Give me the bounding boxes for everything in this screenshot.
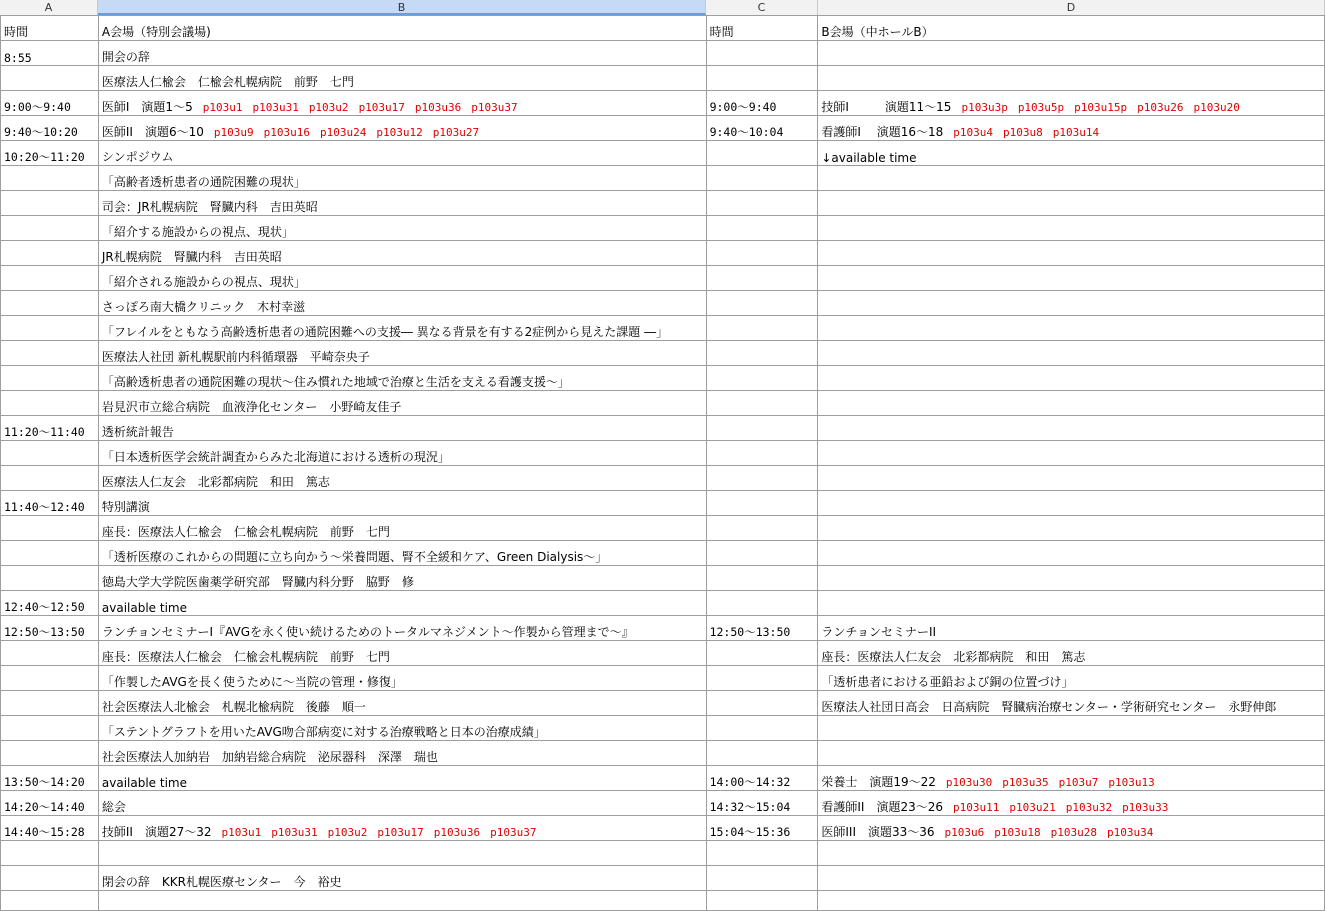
cell-b[interactable] — [98, 616, 706, 641]
cell-text: 医師I 演題1〜5 — [101, 100, 193, 114]
schedule-row — [1, 716, 1325, 741]
cell-d[interactable] — [818, 741, 1325, 766]
cell-d[interactable] — [818, 591, 1325, 616]
cell-d[interactable] — [818, 216, 1325, 241]
poster-link[interactable]: p103u17 — [358, 101, 405, 114]
schedule-row — [1, 691, 1325, 716]
schedule-row — [1, 591, 1325, 616]
poster-link[interactable]: p103u7 — [1058, 776, 1099, 789]
schedule-row — [1, 191, 1325, 216]
cell-a[interactable] — [1, 391, 99, 416]
cell-text: 11:20〜11:40 — [4, 425, 85, 439]
cell-c[interactable] — [706, 191, 818, 216]
cell-a[interactable] — [1, 466, 99, 491]
cell-text: 医療法人社団日高会 日高病院 腎臓病治療センター・学術研究センター 永野伸郎 — [821, 700, 1277, 714]
cell-text: 「透析患者における亜鉛および銅の位置づけ」 — [821, 675, 1074, 689]
cell-a[interactable] — [1, 691, 99, 716]
cell-c[interactable] — [706, 641, 818, 666]
cell-a[interactable] — [1, 91, 99, 116]
schedule-row — [1, 641, 1325, 666]
schedule-row — [1, 91, 1325, 116]
cell-b[interactable] — [98, 291, 706, 316]
schedule-row — [1, 491, 1325, 516]
cell-d[interactable] — [818, 716, 1325, 741]
cell-a[interactable] — [1, 341, 99, 366]
cell-b[interactable] — [98, 666, 706, 691]
schedule-row — [1, 791, 1325, 816]
cell-d[interactable] — [818, 266, 1325, 291]
cell-b[interactable] — [98, 516, 706, 541]
cell-b[interactable] — [98, 241, 706, 266]
cell-d[interactable] — [818, 191, 1325, 216]
cell-c[interactable] — [706, 841, 818, 866]
schedule-row — [1, 141, 1325, 166]
cell-text: 9:40〜10:04 — [709, 125, 784, 139]
schedule-row — [1, 466, 1325, 491]
cell-b[interactable] — [98, 716, 706, 741]
cell-text: 9:00〜9:40 — [4, 100, 71, 114]
cell-a[interactable] — [1, 641, 99, 666]
schedule-row — [1, 216, 1325, 241]
cell-b[interactable] — [98, 41, 706, 66]
cell-text: 医師II 演題6〜10 — [101, 125, 204, 139]
schedule-row — [1, 816, 1325, 841]
cell-b[interactable] — [98, 641, 706, 666]
cell-d[interactable] — [818, 816, 1325, 841]
cell-text: available time — [101, 601, 187, 615]
cell-a[interactable] — [1, 816, 99, 841]
poster-link[interactable]: p103u26 — [1137, 101, 1184, 114]
schedule-row — [1, 166, 1325, 191]
schedule-row — [1, 416, 1325, 441]
cell-text: 14:40〜15:28 — [4, 825, 85, 839]
cell-text: ランチョンセミナーI『AVGを永く使い続けるためのトータルマネジメント〜作製から管理まで〜』 — [101, 625, 634, 639]
cell-text: 11:40〜12:40 — [4, 500, 85, 514]
cell-a[interactable] — [1, 366, 99, 391]
poster-link[interactable]: p103u32 — [1065, 801, 1113, 814]
cell-d[interactable] — [818, 91, 1325, 116]
column-header-a[interactable]: A — [0, 0, 98, 15]
cell-text: 社会医療法人北楡会 札幌北楡病院 後藤 順一 — [101, 700, 366, 714]
cell-a[interactable] — [1, 316, 99, 341]
cell-b[interactable] — [98, 66, 706, 91]
schedule-row — [1, 266, 1325, 291]
cell-a[interactable] — [1, 541, 99, 566]
schedule-row — [1, 41, 1325, 66]
cell-b[interactable] — [98, 141, 706, 166]
cell-a[interactable] — [1, 266, 99, 291]
cell-text: 9:00〜9:40 — [709, 100, 777, 114]
cell-text: 「紹介される施設からの視点、現状」 — [101, 275, 306, 289]
cell-c[interactable] — [706, 516, 818, 541]
schedule-row — [1, 341, 1325, 366]
cell-b[interactable] — [98, 91, 706, 116]
cell-b[interactable] — [98, 491, 706, 516]
cell-a[interactable] — [1, 666, 99, 691]
cell-a[interactable] — [1, 41, 99, 66]
schedule-row — [1, 666, 1325, 691]
schedule-row — [1, 766, 1325, 791]
cell-text: 技師II 演題27〜32 — [101, 825, 212, 839]
column-header-b[interactable]: B — [98, 0, 706, 15]
cell-text: 医師III 演題33〜36 — [821, 825, 935, 839]
cell-c[interactable] — [706, 241, 818, 266]
cell-text: 12:40〜12:50 — [4, 600, 85, 614]
cell-b[interactable] — [98, 441, 706, 466]
schedule-row — [1, 366, 1325, 391]
cell-text: 徳島大学大学院医歯薬学研究部 腎臓内科分野 脇野 修 — [101, 575, 414, 589]
cell-text: 医療法人社団 新札幌駅前内科循環器 平崎奈央子 — [101, 350, 370, 364]
cell-a[interactable] — [1, 291, 99, 316]
cell-a[interactable] — [1, 141, 99, 166]
poster-link[interactable]: p103u17 — [377, 826, 424, 839]
cell-a[interactable] — [1, 66, 99, 91]
cell-a[interactable] — [1, 841, 99, 866]
cell-d[interactable] — [818, 416, 1325, 441]
cell-d[interactable] — [818, 41, 1325, 66]
cell-a[interactable] — [1, 766, 99, 791]
poster-link[interactable]: p103u14 — [1052, 126, 1100, 139]
cell-d[interactable] — [818, 316, 1325, 341]
poster-link[interactable]: p103u37 — [471, 101, 518, 114]
cell-text: ↓available time — [821, 151, 917, 165]
schedule-row — [1, 316, 1325, 341]
cell-c[interactable] — [706, 441, 818, 466]
cell-text: 8:55 — [4, 51, 32, 65]
cell-c[interactable] — [706, 866, 818, 891]
cell-c[interactable] — [706, 291, 818, 316]
cell-b[interactable] — [98, 466, 706, 491]
poster-link[interactable]: p103u37 — [490, 826, 537, 839]
poster-link[interactable]: p103u28 — [1050, 826, 1097, 839]
cell-c[interactable] — [706, 466, 818, 491]
cell-b[interactable] — [98, 866, 706, 891]
cell-c[interactable] — [706, 116, 818, 141]
cell-a[interactable] — [1, 416, 99, 441]
cell-text: 総会 — [101, 800, 126, 814]
cell-a[interactable] — [1, 516, 99, 541]
cell-d[interactable] — [818, 441, 1325, 466]
cell-text: JR札幌病院 腎臓内科 吉田英昭 — [101, 250, 282, 264]
cell-b[interactable] — [98, 416, 706, 441]
cell-c[interactable] — [706, 366, 818, 391]
poster-link[interactable]: p103u24 — [319, 126, 367, 139]
poster-link[interactable]: p103u1 — [221, 826, 262, 839]
cell-d[interactable] — [818, 66, 1325, 91]
cell-c[interactable] — [706, 591, 818, 616]
poster-link[interactable]: p103u11 — [952, 801, 1000, 814]
cell-c[interactable] — [706, 666, 818, 691]
cell-a[interactable] — [1, 566, 99, 591]
header-row — [1, 16, 1325, 41]
cell-text: 座長：医療法人仁友会 北彩都病院 和田 篤志 — [821, 650, 1086, 664]
cell-c[interactable] — [706, 616, 818, 641]
cell-b[interactable] — [98, 316, 706, 341]
cell-b[interactable] — [98, 216, 706, 241]
cell-a[interactable] — [1, 216, 99, 241]
cell-a[interactable] — [1, 191, 99, 216]
poster-link[interactable]: p103u8 — [1003, 126, 1043, 139]
cell-c[interactable] — [706, 541, 818, 566]
poster-link[interactable]: p103u20 — [1193, 101, 1240, 114]
cell-d[interactable] — [818, 491, 1325, 516]
poster-link[interactable]: p103u13 — [1108, 776, 1155, 789]
cell-a[interactable] — [1, 716, 99, 741]
cell-text: 15:04〜15:36 — [709, 825, 791, 839]
poster-link[interactable]: p103u16 — [263, 126, 310, 139]
cell-d[interactable] — [818, 291, 1325, 316]
cell-d[interactable] — [818, 241, 1325, 266]
schedule-row — [1, 841, 1325, 866]
cell-c[interactable] — [706, 316, 818, 341]
cell-text: 12:50〜13:50 — [709, 625, 791, 639]
column-header-bar — [0, 0, 1325, 16]
cell-a[interactable] — [1, 616, 99, 641]
cell-a[interactable] — [1, 116, 99, 141]
cell-text: 「フレイルをともなう高齢透析患者の通院困難への支援― 異なる背景を有する2症例から見えた課題 ―」 — [101, 325, 669, 339]
cell-a[interactable] — [1, 791, 99, 816]
cell-c[interactable] — [706, 66, 818, 91]
cell-text: 「作製したAVGを長く使うために〜当院の管理・修復」 — [101, 675, 403, 689]
poster-link[interactable]: p103u30 — [945, 776, 993, 789]
schedule-row — [1, 741, 1325, 766]
schedule-row — [1, 541, 1325, 566]
cell-a-header[interactable]: 時間 — [1, 16, 99, 41]
cell-a[interactable] — [1, 491, 99, 516]
cell-d[interactable] — [818, 166, 1325, 191]
poster-link[interactable]: p103u21 — [1009, 801, 1056, 814]
cell-d[interactable] — [818, 466, 1325, 491]
cell-d[interactable] — [818, 516, 1325, 541]
cell-text: 10:20〜11:20 — [4, 150, 85, 164]
cell-text: 座長：医療法人仁楡会 仁楡会札幌病院 前野 七門 — [101, 525, 390, 539]
poster-link[interactable]: p103u6 — [944, 826, 985, 839]
cell-d[interactable] — [818, 116, 1325, 141]
poster-link[interactable]: p103u31 — [252, 101, 299, 114]
poster-link[interactable]: p103u31 — [271, 826, 318, 839]
cell-text: 岩見沢市立総合病院 血液浄化センター 小野崎友佳子 — [101, 400, 402, 414]
schedule-row — [1, 241, 1325, 266]
cell-a[interactable] — [1, 866, 99, 891]
cell-b[interactable] — [98, 566, 706, 591]
cell-d[interactable] — [818, 841, 1325, 866]
cell-text: 司会：JR札幌病院 腎臓内科 吉田英昭 — [101, 200, 318, 214]
cell-text: 14:00〜14:32 — [709, 775, 791, 789]
cell-b[interactable] — [98, 841, 706, 866]
cell-text: 特別講演 — [101, 500, 150, 514]
cell-b-header[interactable]: A会場（特別会議場) — [98, 16, 706, 41]
cell-c[interactable] — [706, 91, 818, 116]
cell-d[interactable] — [818, 766, 1325, 791]
cell-text: 「紹介する施設からの視点、現状」 — [101, 225, 294, 239]
poster-link[interactable]: p103u33 — [1122, 801, 1169, 814]
cell-a[interactable] — [1, 591, 99, 616]
schedule-row — [1, 66, 1325, 91]
schedule-row — [1, 441, 1325, 466]
schedule-row — [1, 391, 1325, 416]
cell-text: 看護師II 演題23〜26 — [821, 800, 943, 814]
poster-link[interactable]: p103u35 — [1002, 776, 1049, 789]
cell-b[interactable] — [98, 691, 706, 716]
poster-link[interactable]: p103u1 — [202, 101, 243, 114]
cell-b[interactable] — [98, 191, 706, 216]
cell-text: available time — [101, 776, 187, 790]
cell-b[interactable] — [98, 366, 706, 391]
cell-text: さっぽろ南大橋クリニック 木村幸滋 — [101, 300, 306, 314]
cell-text: 閉会の辞 KKR札幌医療センター 今 裕史 — [101, 875, 342, 889]
poster-link[interactable]: p103u3p — [961, 101, 1008, 114]
cell-text: 「高齢透析患者の通院困難の現状〜住み慣れた地域で治療と生活を支える看護支援〜」 — [101, 375, 570, 389]
cell-b[interactable] — [98, 266, 706, 291]
cell-text: 「高齢者透析患者の通院困難の現状」 — [101, 175, 306, 189]
cell-text: 「日本透析医学会統計調査からみた北海道における透析の現況」 — [101, 450, 450, 464]
cell-b[interactable] — [98, 741, 706, 766]
poster-link[interactable]: p103u15p — [1074, 101, 1128, 114]
cell-text: 看護師I 演題16〜18 — [821, 125, 944, 139]
schedule-row — [1, 291, 1325, 316]
cell-text: 「ステントグラフトを用いたAVG吻合部病変に対する治療戦略と日本の治療成績」 — [101, 725, 546, 739]
cell-text: 13:50〜14:20 — [4, 775, 85, 789]
cell-a[interactable] — [1, 166, 99, 191]
poster-link[interactable]: p103u36 — [414, 101, 462, 114]
cell-d[interactable] — [818, 391, 1325, 416]
cell-text: 医療法人仁友会 北彩都病院 和田 篤志 — [101, 475, 330, 489]
cell-d-header[interactable]: B会場（中ホールB） — [818, 16, 1325, 41]
cell-c[interactable] — [706, 491, 818, 516]
cell-c[interactable] — [706, 266, 818, 291]
cell-d[interactable] — [818, 341, 1325, 366]
cell-d[interactable] — [818, 641, 1325, 666]
poster-link[interactable]: p103u27 — [432, 126, 480, 139]
cell-c[interactable] — [706, 691, 818, 716]
cell-text: 社会医療法人加納岩 加納岩総合病院 泌尿器科 深澤 瑞也 — [101, 750, 438, 764]
column-header-d[interactable]: D — [818, 0, 1325, 15]
cell-b[interactable] — [98, 166, 706, 191]
schedule-grid — [0, 15, 1325, 911]
cell-d[interactable] — [818, 616, 1325, 641]
cell-text: シンポジウム — [101, 150, 174, 164]
poster-link[interactable]: p103u4 — [953, 126, 994, 139]
cell-text: ランチョンセミナーII — [821, 625, 937, 639]
cell-c[interactable] — [706, 716, 818, 741]
cell-b[interactable] — [98, 541, 706, 566]
cell-a[interactable] — [1, 741, 99, 766]
cell-text: 透析統計報告 — [101, 425, 174, 439]
cell-d[interactable] — [818, 141, 1325, 166]
cell-a[interactable] — [1, 241, 99, 266]
poster-link[interactable]: p103u12 — [376, 126, 423, 139]
cell-c[interactable] — [706, 216, 818, 241]
cell-d[interactable] — [818, 366, 1325, 391]
poster-link[interactable]: p103u5p — [1017, 101, 1065, 114]
cell-c[interactable] — [706, 416, 818, 441]
schedule-row — [1, 566, 1325, 591]
cell-d[interactable] — [818, 541, 1325, 566]
poster-link[interactable]: p103u2 — [327, 826, 368, 839]
cell-text: 12:50〜13:50 — [4, 625, 85, 639]
cell-text: 医療法人仁楡会 仁楡会札幌病院 前野 七門 — [101, 75, 354, 89]
cell-c[interactable] — [706, 791, 818, 816]
cell-text: 座長：医療法人仁楡会 仁楡会札幌病院 前野 七門 — [101, 650, 390, 664]
schedule-row — [1, 616, 1325, 641]
cell-c[interactable] — [706, 816, 818, 841]
cell-c[interactable] — [706, 741, 818, 766]
cell-b[interactable] — [98, 791, 706, 816]
poster-link[interactable]: p103u2 — [308, 101, 349, 114]
cell-b[interactable] — [98, 391, 706, 416]
cell-c[interactable] — [706, 41, 818, 66]
cell-d[interactable] — [818, 566, 1325, 591]
cell-text: 14:20〜14:40 — [4, 800, 85, 814]
cell-c[interactable] — [706, 391, 818, 416]
cell-b[interactable] — [98, 341, 706, 366]
cell-c[interactable] — [706, 766, 818, 791]
poster-link[interactable]: p103u36 — [433, 826, 481, 839]
cell-text: 技師I 演題11〜15 — [821, 100, 952, 114]
cell-c[interactable] — [706, 141, 818, 166]
column-header-c[interactable]: C — [706, 0, 818, 15]
cell-c[interactable] — [706, 341, 818, 366]
cell-b[interactable] — [98, 766, 706, 791]
cell-d[interactable] — [818, 666, 1325, 691]
poster-link[interactable]: p103u9 — [213, 126, 254, 139]
schedule-row — [1, 516, 1325, 541]
cell-b[interactable] — [98, 591, 706, 616]
cell-text: 「透析医療のこれからの問題に立ち向かう〜栄養問題、腎不全緩和ケア、Green Dialysis〜」 — [101, 550, 608, 564]
cell-text: 14:32〜15:04 — [709, 800, 791, 814]
cell-a[interactable] — [1, 441, 99, 466]
cell-text: 栄養士 演題19〜22 — [821, 775, 936, 789]
cell-c-header[interactable]: 時間 — [706, 16, 818, 41]
schedule-row — [1, 866, 1325, 891]
cell-d[interactable] — [818, 691, 1325, 716]
poster-link[interactable]: p103u18 — [994, 826, 1041, 839]
cell-b[interactable] — [98, 816, 706, 841]
cell-text: 9:40〜10:20 — [4, 125, 78, 139]
cell-c[interactable] — [706, 166, 818, 191]
cell-c[interactable] — [706, 566, 818, 591]
poster-link[interactable]: p103u34 — [1107, 826, 1154, 839]
cell-d[interactable] — [818, 791, 1325, 816]
cell-b[interactable] — [98, 116, 706, 141]
cell-text: 開会の辞 — [101, 50, 150, 64]
cell-d[interactable] — [818, 866, 1325, 891]
schedule-row — [1, 116, 1325, 141]
